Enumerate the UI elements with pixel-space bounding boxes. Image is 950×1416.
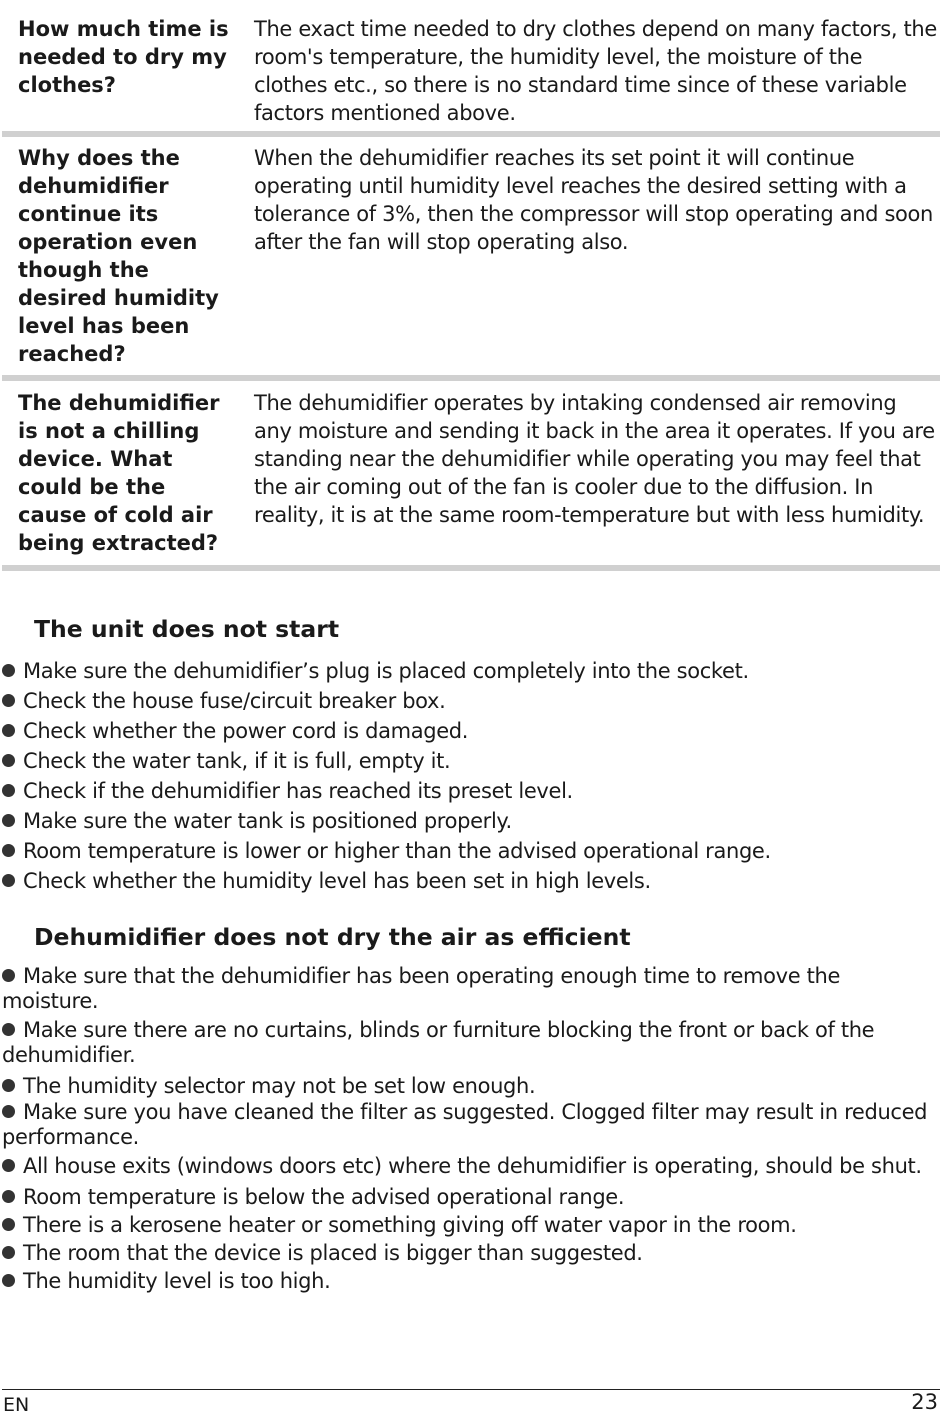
bullet-icon (2, 1190, 15, 1203)
list-item: Check the house fuse/circuit breaker box. (2, 686, 942, 716)
bullet-icon (2, 1105, 15, 1118)
faq-row-cold-air (2, 381, 940, 571)
bullet-list (2, 964, 942, 1295)
bullet-icon (2, 784, 15, 797)
bullet-icon (2, 724, 15, 737)
list-item: Room temperature is lower or higher than the advised operational range. (2, 836, 942, 866)
faq-row-drying-time (2, 0, 940, 137)
list-item: Check whether the power cord is damaged. (2, 716, 942, 746)
bullet-icon (2, 1023, 15, 1036)
bullet-icon (2, 969, 15, 982)
list-item: Check the water tank, if it is full, empty it. (2, 746, 942, 776)
list-item: Make sure there are no curtains, blinds or furniture blocking the front or back of the dehumidifier. (2, 1018, 875, 1067)
list-item: Room temperature is below the advised operational range. (2, 1183, 942, 1211)
faq-answer: When the dehumidifier reaches its set point it will continue operating until humidity level reaches the desired setting with a tolerance of 3%, then the compressor will stop operating and soon after the fan will stop operating also. (254, 146, 934, 254)
section-title: Dehumidifier does not dry the air as efficient (34, 923, 631, 951)
list-item: Make sure that the dehumidifier has been operating enough time to remove the moisture. (2, 964, 841, 1013)
faq-row-continue-operation (2, 137, 940, 381)
bullet-icon (2, 814, 15, 827)
bullet-icon (2, 1218, 15, 1231)
bullet-icon (2, 874, 15, 887)
faq-table (2, 0, 940, 571)
faq-answer: The dehumidifier operates by intaking condensed air removing any moisture and sending it back in the area it operates. If you are standing near the dehumidifier while operating you may feel that the air coming out of the fan is cooler due to the diffusion. In reality, it is at the same room-temperature but with less humidity. (254, 391, 935, 527)
faq-question: The dehumidifier is not a chilling device. What could be the cause of cold air being extracted? (18, 391, 220, 555)
list-item: The humidity level is too high. (2, 1267, 942, 1295)
faq-question: Why does the dehumidifier continue its operation even though the desired humidity level has been reached? (18, 146, 219, 366)
not-dry-section (2, 922, 942, 1295)
language-code: EN (3, 1394, 30, 1416)
page-number: 23 (911, 1390, 938, 1414)
faq-question: How much time is needed to dry my clothes? (18, 17, 229, 97)
bullet-icon (2, 1274, 15, 1287)
list-item: The room that the device is placed is bigger than suggested. (2, 1239, 942, 1267)
section-title: The unit does not start (34, 615, 340, 643)
list-item: Check if the dehumidifier has reached its preset level. (2, 776, 942, 806)
list-item: Make sure the water tank is positioned properly. (2, 806, 942, 836)
bullet-list (2, 656, 942, 896)
list-item: The humidity selector may not be set low enough. (2, 1072, 942, 1100)
bullet-icon (2, 694, 15, 707)
list-item: Make sure the dehumidifier’s plug is placed completely into the socket. (2, 656, 942, 686)
unit-not-start-section (2, 614, 942, 896)
bullet-icon (2, 1246, 15, 1259)
list-item: Check whether the humidity level has been set in high levels. (2, 866, 942, 896)
bullet-icon (2, 844, 15, 857)
bullet-icon (2, 664, 15, 677)
list-item: There is a kerosene heater or something giving off water vapor in the room. (2, 1211, 942, 1239)
footer-divider (2, 1389, 940, 1390)
list-item: All house exits (windows doors etc) where the dehumidifier is operating, should be shut. (2, 1154, 942, 1179)
list-item: Make sure you have cleaned the filter as suggested. Clogged filter may result in reduced performance. (2, 1100, 928, 1149)
faq-answer: The exact time needed to dry clothes depend on many factors, the room's temperature, the humidity level, the moisture of the clothes etc., so there is no standard time since of these variable factors mentioned above. (254, 17, 937, 125)
bullet-icon (2, 1079, 15, 1092)
bullet-icon (2, 1159, 15, 1172)
bullet-icon (2, 754, 15, 767)
